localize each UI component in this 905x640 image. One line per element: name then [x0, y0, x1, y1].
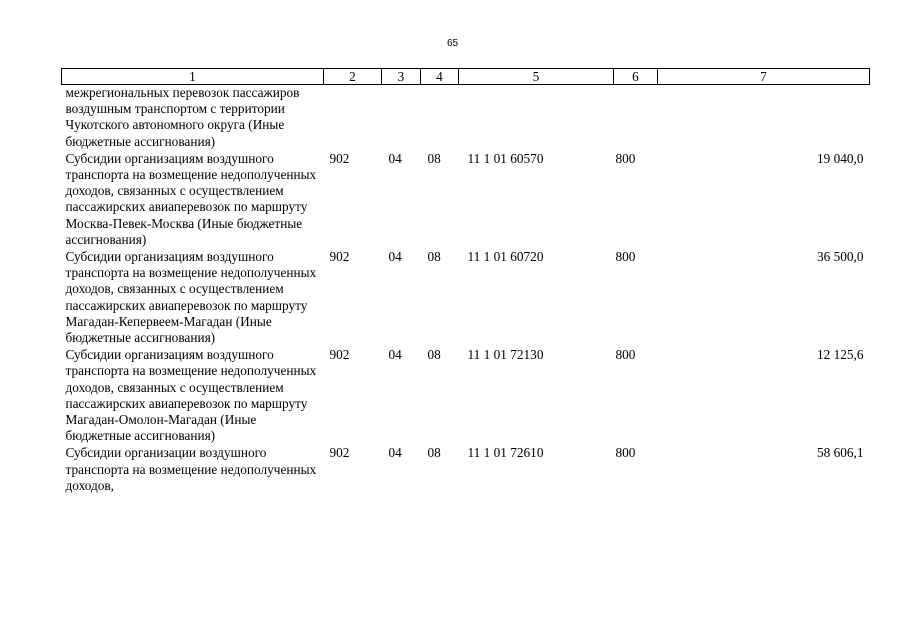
- row-section-code: 04: [388, 150, 402, 166]
- row-ministry-code: 902: [329, 150, 350, 166]
- row-amount: 12 125,6: [816, 347, 864, 363]
- row-amount: 19 040,0: [816, 150, 864, 166]
- row-name: Субсидии организациям воздушного транспорта на возмещение недополученных доходов, связанных с осуществлением пассажирских авиаперевозок по маршруту Москва-Певек-Москва (Иные бюджетные ассигнования): [65, 150, 317, 247]
- row-target-code: [459, 85, 614, 151]
- row-name: межрегиональных перевозок пассажиров воздушным транспортом с территории Чукотского автономного округа (Иные бюджетные ассигнования): [65, 85, 300, 149]
- row-ministry-code: 902: [329, 445, 350, 461]
- table-row: [62, 347, 870, 445]
- header-col-5: 5: [459, 69, 614, 85]
- row-subsection-code: [421, 85, 459, 151]
- row-ministry-code: 902: [329, 249, 350, 265]
- row-expense-type: 800: [615, 347, 636, 363]
- header-col-2: 2: [324, 69, 382, 85]
- row-expense-type: 800: [615, 249, 636, 265]
- header-col-7: 7: [658, 69, 870, 85]
- table-header: [62, 69, 870, 85]
- row-section-code: 04: [388, 445, 402, 461]
- header-col-6: 6: [614, 69, 658, 85]
- row-section-code: 04: [388, 249, 402, 265]
- header-col-4: 4: [421, 69, 459, 85]
- row-section-code: 04: [388, 347, 402, 363]
- row-subsection-code: 08: [427, 150, 441, 166]
- table-row: [62, 445, 870, 495]
- row-amount: [658, 85, 870, 151]
- row-target-code: 11 1 01 60570: [467, 150, 544, 166]
- budget-table: [61, 68, 870, 495]
- row-expense-type: 800: [615, 445, 636, 461]
- row-name: Субсидии организации воздушного транспорта на возмещение недополученных доходов,: [65, 445, 317, 493]
- page-number: 65: [446, 38, 459, 49]
- table-row: [62, 85, 870, 151]
- row-subsection-code: 08: [427, 347, 441, 363]
- table-row: [62, 151, 870, 249]
- header-col-3: 3: [382, 69, 421, 85]
- row-amount: 58 606,1: [816, 445, 864, 461]
- table-body: [62, 85, 870, 496]
- row-target-code: 11 1 01 72610: [467, 445, 544, 461]
- row-subsection-code: 08: [427, 249, 441, 265]
- row-expense-type: [614, 85, 658, 151]
- header-row: [62, 69, 870, 85]
- row-target-code: 11 1 01 60720: [467, 249, 544, 265]
- table-row: [62, 249, 870, 347]
- row-target-code: 11 1 01 72130: [467, 347, 544, 363]
- row-section-code: [382, 85, 421, 151]
- row-ministry-code: [324, 85, 382, 151]
- row-name: Субсидии организациям воздушного транспорта на возмещение недополученных доходов, связанных с осуществлением пассажирских авиаперевозок по маршруту Магадан-Омолон-Магадан (Иные бюджетные ассигнования): [65, 347, 317, 444]
- row-ministry-code: 902: [329, 347, 350, 363]
- header-col-1: 1: [62, 69, 324, 85]
- row-name: Субсидии организациям воздушного транспорта на возмещение недополученных доходов, связанных с осуществлением пассажирских авиаперевозок по маршруту Магадан-Кепервеем-Магадан (Иные бюджетные ассигнования): [65, 249, 317, 346]
- row-expense-type: 800: [615, 150, 636, 166]
- row-subsection-code: 08: [427, 445, 441, 461]
- row-amount: 36 500,0: [816, 249, 864, 265]
